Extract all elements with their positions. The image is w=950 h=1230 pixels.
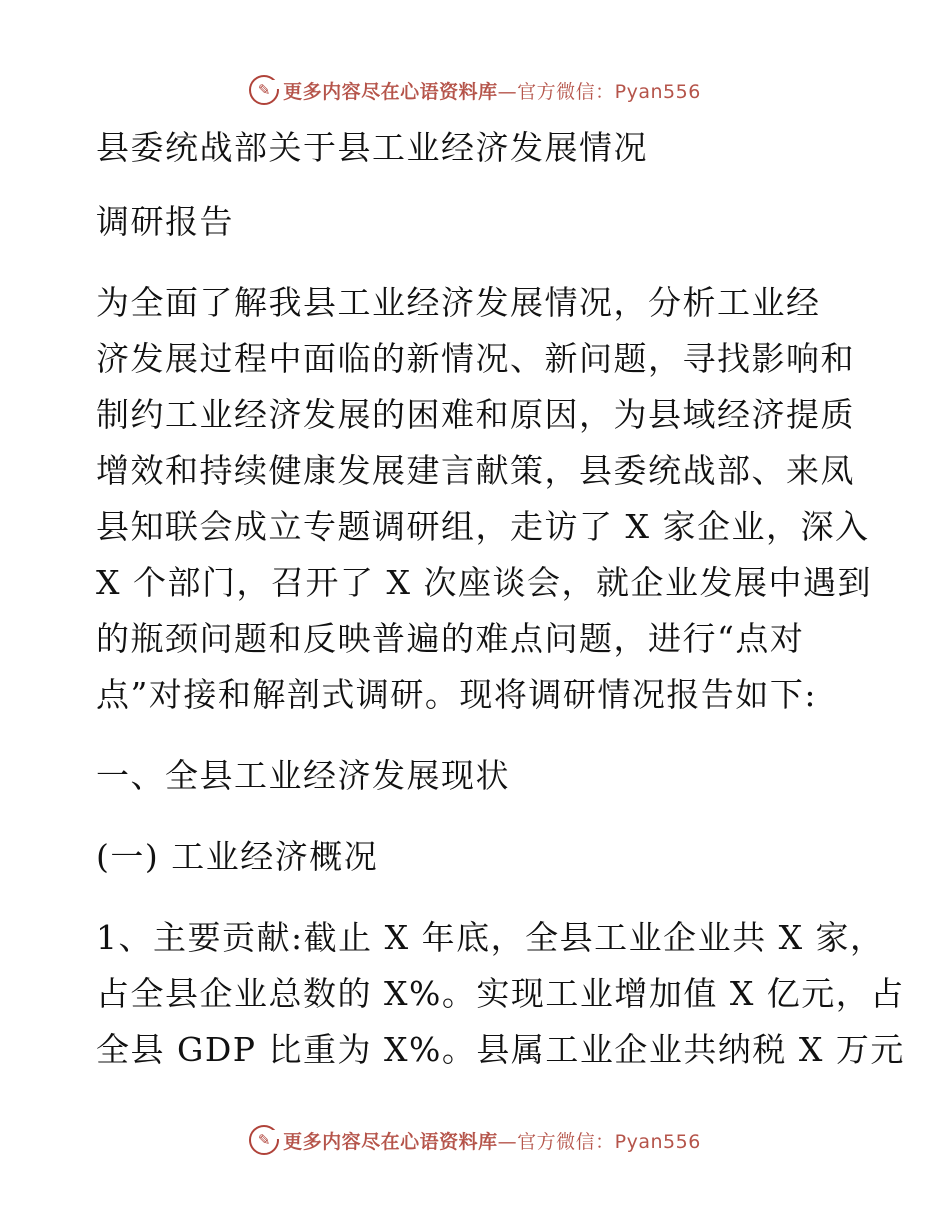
banner-wechat-text: —官方微信：Pyan556 [497,80,701,103]
section-heading: 一、全县工业经济发展现状 [96,756,510,795]
intro-paragraph [96,275,872,723]
paragraph-line: 增效和持续健康发展建言献策，县委统战部、来凤 [96,451,855,490]
subsection-heading: (一) 工业经济概况 [96,837,379,876]
header-watermark-banner [0,70,950,110]
paragraph-line: 的瓶颈问题和反映普遍的难点问题，进行“点对 [96,619,805,658]
paragraph-line: 济发展过程中面临的新情况、新问题，寻找影响和 [96,339,855,378]
item-paragraph [96,910,905,1078]
paragraph-line: 点”对接和解剖式调研。现将调研情况报告如下: [96,675,817,714]
paragraph-line: 1、主要贡献:截止 X 年底，全县工业企业共 X 家， [96,918,885,957]
paragraph-line: 制约工业经济发展的困难和原因，为县域经济提质 [96,395,855,434]
paragraph-line: 为全面了解我县工业经济发展情况，分析工业经 [96,283,821,322]
paragraph-line: 全县 GDP 比重为 X%。县属工业企业共纳税 X 万元 [96,1030,905,1069]
pen-circle-icon: ✎ [249,1125,279,1155]
document-title-line-1: 县委统战部关于县工业经济发展情况 [96,128,648,167]
footer-watermark-banner [0,1120,950,1160]
paragraph-line: 县知联会成立专题调研组，走访了 X 家企业，深入 [96,507,870,546]
banner-wechat-text: —官方微信：Pyan556 [497,1130,701,1153]
paragraph-line: X 个部门，召开了 X 次座谈会，就企业发展中遇到 [96,563,872,602]
banner-main-text: 更多内容尽在心语资料库 [283,80,498,103]
paragraph-line: 占全县企业总数的 X%。实现工业增加值 X 亿元，占 [96,974,905,1013]
document-body [96,120,905,1078]
banner-main-text: 更多内容尽在心语资料库 [283,1130,498,1153]
pen-circle-icon: ✎ [249,75,279,105]
document-title-line-2: 调研报告 [96,202,234,241]
